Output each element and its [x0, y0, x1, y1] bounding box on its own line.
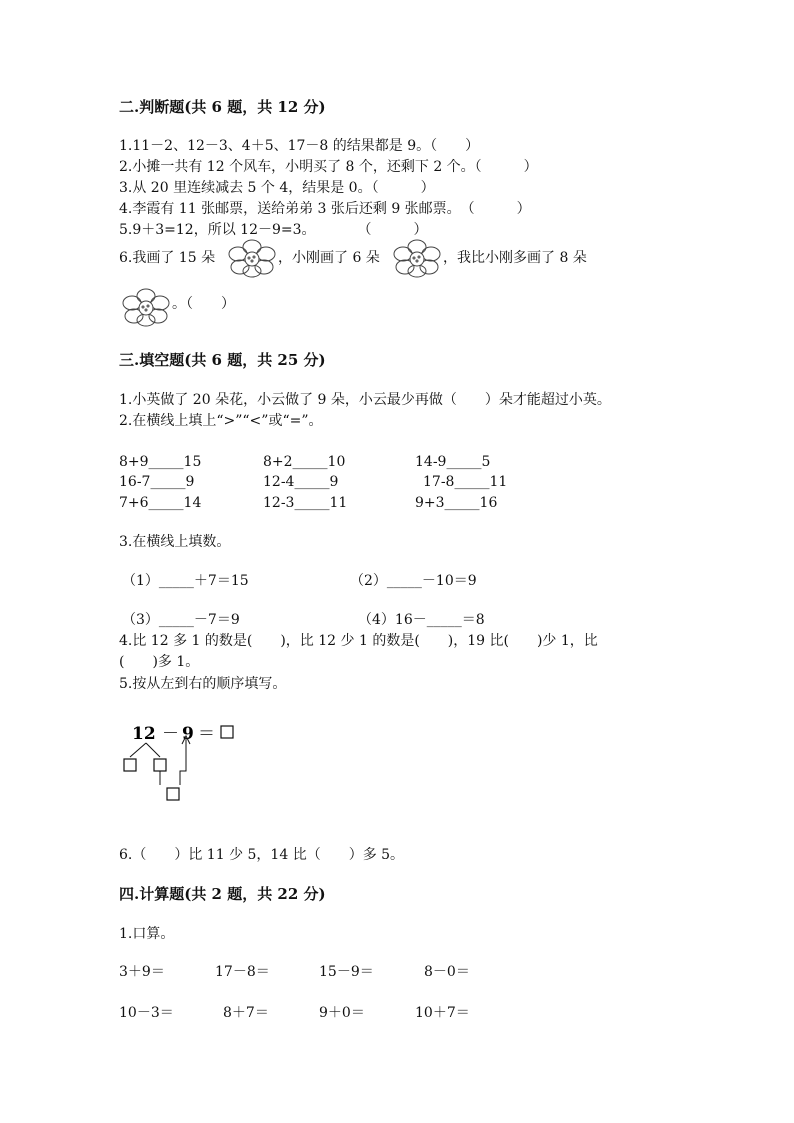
judgment-q6-part2: ，小刚画了 6 朵	[278, 250, 380, 266]
result-box	[167, 788, 179, 800]
answer-box	[221, 726, 233, 738]
flower-icon	[228, 239, 276, 279]
fill-blank-4: （4）16－_____＝8	[358, 612, 485, 628]
diagram-number-12: 12	[132, 724, 156, 744]
fill-q6: 6.（ ）比 11 少 5，14 比（ ）多 5。	[119, 847, 405, 863]
compare-item: 8+9_____15	[119, 454, 202, 470]
compare-item: 16-7_____9	[119, 474, 195, 490]
fill-q2: 2.在横线上填上“>”“<”或“=”。	[119, 413, 323, 429]
diagram-number-9: 9	[182, 724, 194, 744]
fill-q4-line1: 4.比 12 多 1 的数是( )，比 12 少 1 的数是( )，19 比( )少 1，比	[119, 633, 598, 649]
fill-blank-3: （3）_____－7＝9	[122, 612, 240, 628]
compare-item: 14-9_____5	[415, 454, 491, 470]
diagram-equals: ＝	[198, 724, 215, 744]
judgment-q5: 5.9＋3=12，所以 12－9=3。 （ ）	[119, 222, 428, 238]
split-box-left	[124, 759, 136, 771]
fill-blank-1: （1）_____＋7＝15	[122, 573, 249, 589]
compare-item: 9+3_____16	[415, 495, 498, 511]
calc-item: 10＋7＝	[415, 1005, 470, 1021]
judgment-q3: 3.从 20 里连续减去 5 个 4，结果是 0。（ ）	[119, 180, 435, 196]
calc-item: 3＋9＝	[119, 964, 165, 980]
judgment-q6-part3: ，我比小刚多画了 8 朵	[443, 250, 587, 266]
calc-item: 10－3＝	[119, 1005, 174, 1021]
flower-icon	[393, 239, 441, 279]
judgment-q6-part1: 6.我画了 15 朵	[119, 250, 216, 266]
judgment-q1: 1.11－2、12－3、4＋5、17－8 的结果都是 9。（ ）	[119, 138, 480, 154]
fill-blank-2: （2）_____－10＝9	[350, 573, 477, 589]
compare-item: 12-3_____11	[263, 495, 348, 511]
split-box-right	[154, 759, 166, 771]
calc-item: 8＋7＝	[223, 1005, 269, 1021]
diagram-minus: －	[162, 724, 179, 744]
flower-icon	[122, 288, 170, 328]
section-title-fill-in: 三.填空题(共 6 题，共 25 分)	[119, 351, 326, 369]
section-title-calculation: 四.计算题(共 2 题，共 22 分)	[119, 885, 326, 903]
fill-q3: 3.在横线上填数。	[119, 534, 231, 550]
subtraction-diagram	[118, 718, 248, 808]
section-title-judgment: 二.判断题(共 6 题，共 12 分)	[119, 98, 326, 116]
compare-item: 12-4_____9	[263, 474, 339, 490]
calc-item: 9＋0＝	[319, 1005, 365, 1021]
calc-item: 17－8＝	[215, 964, 270, 980]
calc-item: 8－0＝	[424, 964, 470, 980]
judgment-q4: 4.李霞有 11 张邮票，送给弟弟 3 张后还剩 9 张邮票。 （ ）	[119, 201, 531, 217]
compare-item: 17-8_____11	[423, 474, 508, 490]
judgment-q6-part4: 。（ ）	[172, 296, 235, 312]
compare-item: 8+2_____10	[263, 454, 346, 470]
fill-q5: 5.按从左到右的顺序填写。	[119, 676, 287, 692]
compare-item: 7+6_____14	[119, 495, 202, 511]
calc-item: 15－9＝	[319, 964, 374, 980]
fill-q4-line2: ( )多 1。	[119, 654, 200, 670]
fill-q1: 1.小英做了 20 朵花，小云做了 9 朵，小云最少再做（ ）朵才能超过小英。	[119, 392, 611, 408]
calc-q1: 1.口算。	[119, 926, 175, 942]
judgment-q2: 2.小摊一共有 12 个风车，小明买了 8 个，还剩下 2 个。（ ）	[119, 159, 538, 175]
